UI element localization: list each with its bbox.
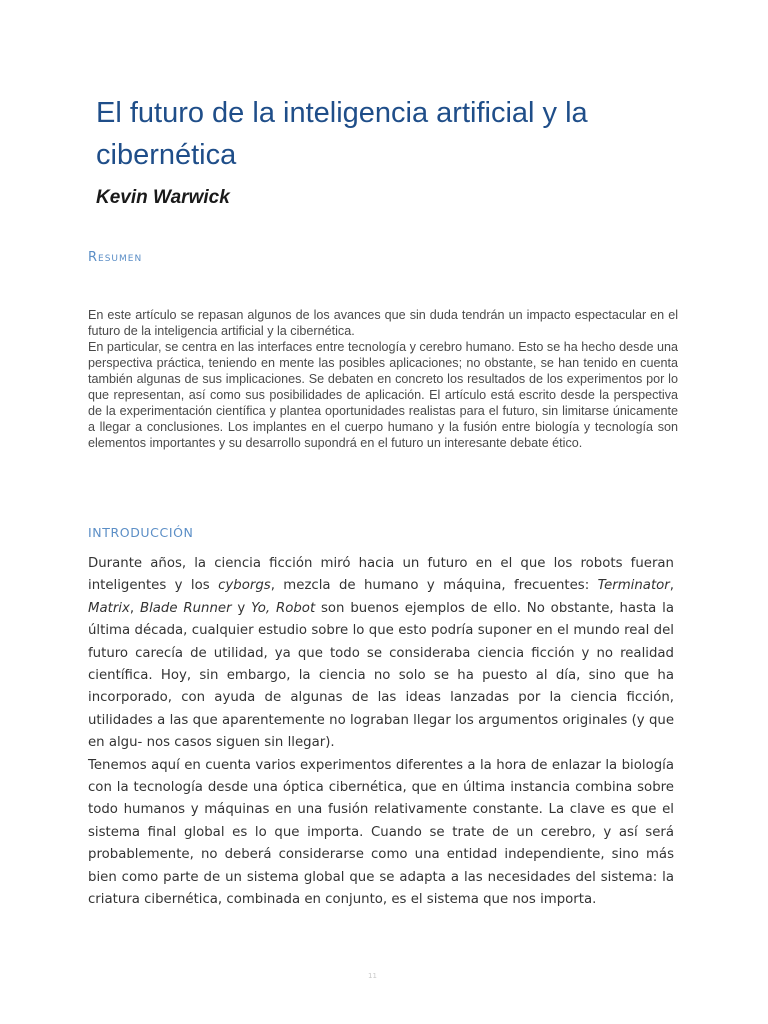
body-paragraph: Tenemos aquí en cuenta varios experimentos diferentes a la hora de enlazar la biología con la tecnología desde una óptica cibernética, que en última instancia combina sobre todo humanos y máquinas en una fusión relativamente constante. La clave es que el sistema final global es lo que importa. Cuando se trate de un cerebro, y así será probablemente, no deberá considerarse como una entidad independiente, sino más bien como parte de un sistema global que se adapta a las necesidades del sistema: la criatura cibernética, combinada en conjunto, es el sistema que nos importa.: [88, 757, 674, 908]
body-text-run: ,: [669, 578, 674, 594]
film-title-terminator: Terminator: [597, 578, 670, 594]
abstract-paragraph: En este artículo se repasan algunos de los avances que sin duda tendrán un impacto espectacular en el futuro de la inteligencia artificial y la cibernética.: [88, 308, 678, 338]
body-text-run: ,: [129, 600, 140, 616]
introduction-heading: INTRODUCCIÓN: [88, 525, 194, 540]
body-paragraph: [88, 553, 674, 755]
article-title: El futuro de la inteligencia artificial y la cibernética: [96, 97, 588, 171]
page-number: 11: [368, 972, 377, 980]
author-name: Kevin Warwick: [96, 187, 230, 208]
film-title-yo-robot: Yo, Robot: [251, 600, 316, 616]
film-title-blade-runner: Blade Runner: [139, 600, 232, 616]
film-title-matrix: Matrix: [88, 600, 130, 616]
abstract-heading: Resumen: [88, 250, 143, 265]
body-text-run: son buenos ejemplos de ello. No obstante, hasta la última década, cualquier estudio sobre lo que esto podría suponer en el mundo real del futuro carecía de utilidad, ya que todo se consideraba ciencia ficción y no realidad científica. Hoy, sin embargo, la ciencia no solo se ha puesto al día, sino que ha incorporado, con ayuda de algunas de las ideas lanzadas por la ciencia ficción, utilidades a las que aparentemente no lograban llegar los argumentos originales (y que en algu- nos casos siguen sin llegar).: [88, 600, 674, 751]
abstract-paragraph: En particular, se centra en las interfaces entre tecnología y cerebro humano. Esto se ha hecho desde una perspectiva práctica, teniendo en mente las posibles aplicaciones; no obstante, se han tenido en cuenta también algunas de sus implicaciones. Se debaten en concreto los resultados de los experimentos por lo que representan, así como sus posibilidades de aplicación. El artículo está escrito desde la perspectiva de la experimentación científica y plantea oportunidades realistas para el futuro, sin limitarse únicamente a llegar a conclusiones. Los implantes en el cuerpo humano y la fusión entre biología y tecnología son elementos importantes y su desarrollo supondrá en el futuro un interesante debate ético.: [88, 340, 678, 450]
body-text-run: y: [231, 600, 252, 616]
body-text-run: , mezcla de humano y máquina, frecuentes:: [270, 578, 598, 594]
introduction-body: [88, 553, 674, 912]
body-text-run: Durante años, la ciencia ficción miró hacia un futuro en el que los robots fueran inteligentes y los: [88, 556, 674, 594]
abstract-text: [88, 307, 678, 451]
emphasis-cyborgs: cyborgs: [218, 578, 271, 594]
